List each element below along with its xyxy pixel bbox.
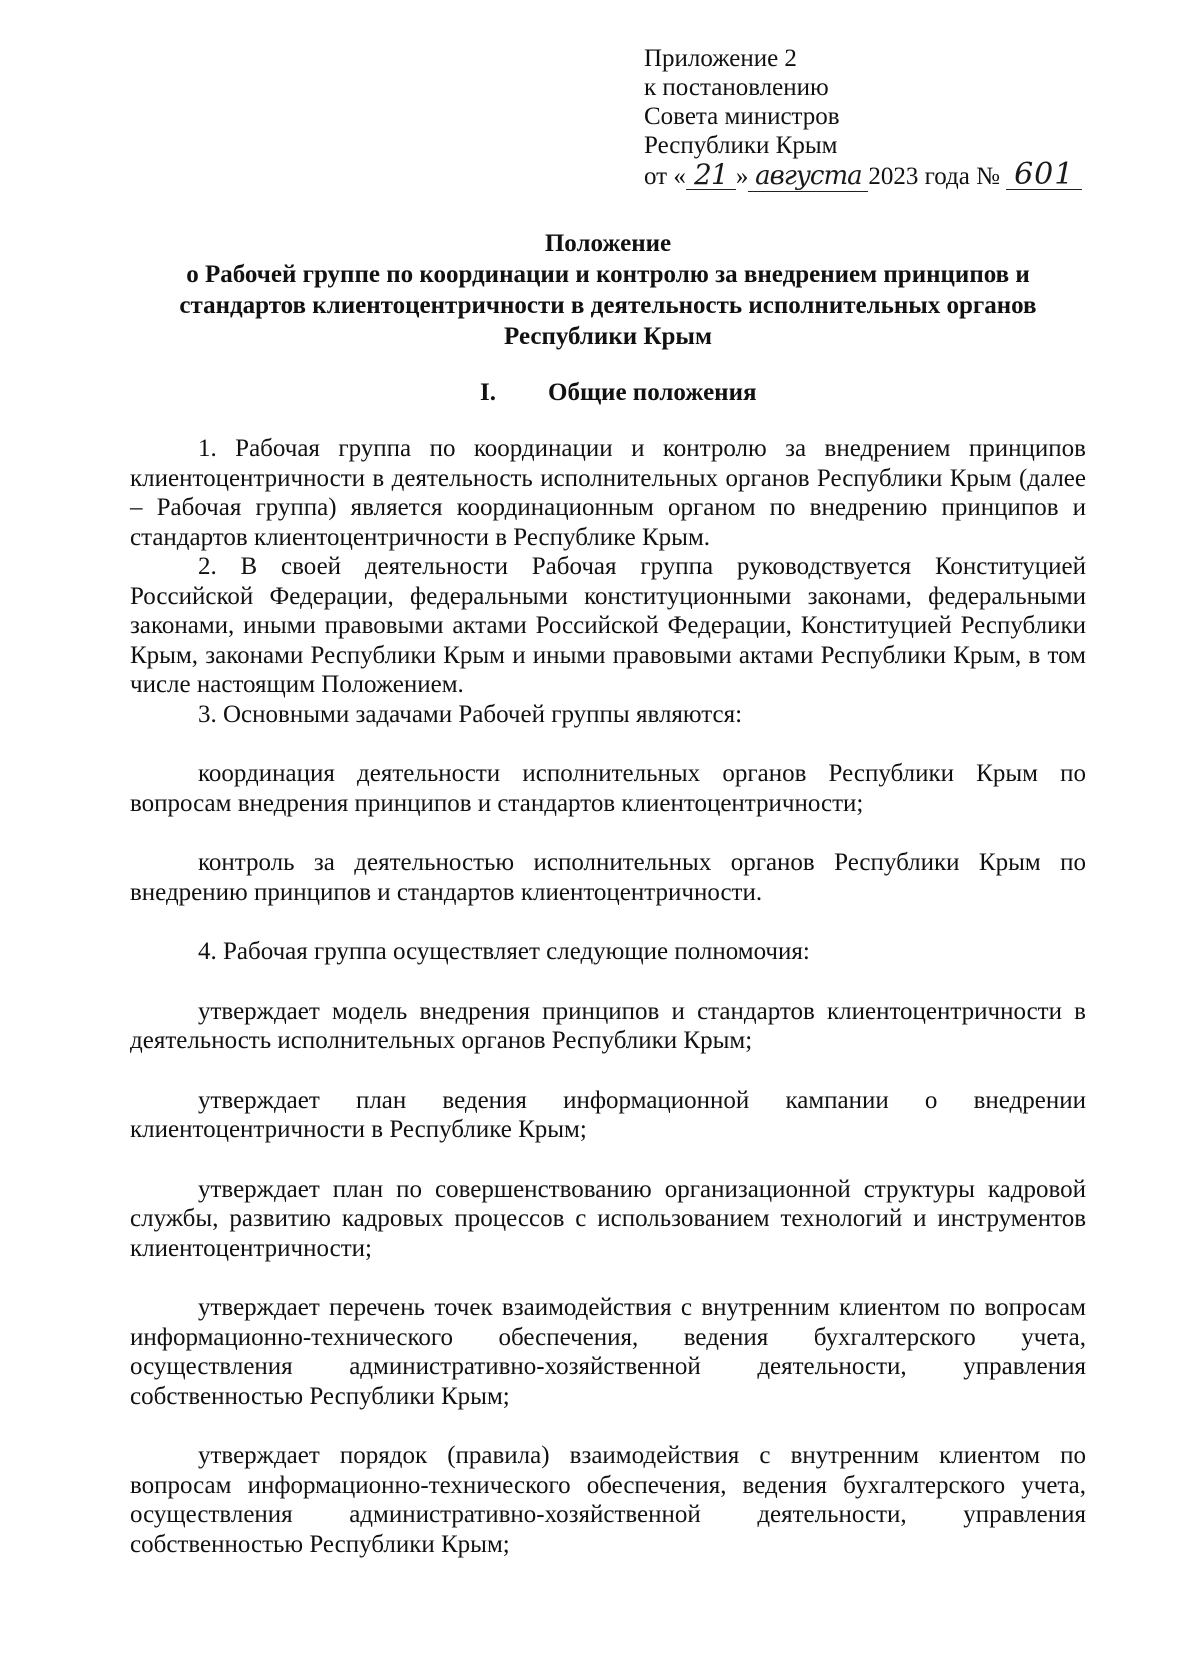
handwritten-doc-number: 601 <box>1006 160 1082 190</box>
appendix-line: Совета министров <box>644 103 840 130</box>
title-line: о Рабочей группе по координации и контролю за внедрением принципов и <box>186 261 1030 288</box>
date-mid: » <box>735 163 749 190</box>
paragraph: координация деятельности исполнительных органов Республики Крым по вопросам внедрения принципов и стандартов клиентоцентричности; <box>130 760 1086 817</box>
section-name: Общие положения <box>548 379 757 406</box>
appendix-date-line <box>644 157 1082 192</box>
paragraph: утверждает порядок (правила) взаимодействия с внутренним клиентом по вопросам информационно-технического обеспечения, ведения бухгалтерского учета, осуществления административно-хозяйственной деятельности, управления собственностью Республики Крым; <box>130 1442 1086 1558</box>
appendix-line: Республики Крым <box>644 132 838 159</box>
paragraph: утверждает модель внедрения принципов и стандартов клиентоцентричности в деятельность исполнительных органов Республики Крым; <box>130 997 1086 1054</box>
appendix-line: к постановлению <box>644 74 829 101</box>
paragraph: утверждает план ведения информационной кампании о внедрении клиентоцентричности в Республике Крым; <box>130 1086 1086 1143</box>
date-year: 2023 года № <box>868 163 1000 190</box>
appendix-block <box>644 44 1082 192</box>
handwritten-month: августа <box>748 162 868 192</box>
paragraph: утверждает перечень точек взаимодействия с внутренним клиентом по вопросам информационно-технического обеспечения, ведения бухгалтерского учета, осуществления административно-хозяйственной деятельности, управления собственностью Республики Крым; <box>130 1294 1086 1410</box>
paragraph: 1. Рабочая группа по координации и контролю за внедрением принципов клиентоцентричности в деятельность исполнительных органов Республики Крым (далее – Рабочая группа) является координационным органом по внедрению принципов и стандартов клиентоцентричности в Республике Крым. <box>130 435 1086 551</box>
section-number: I. <box>480 379 496 406</box>
document-title <box>130 228 1086 352</box>
date-prefix: от « <box>644 163 686 190</box>
document-body <box>130 434 1086 1559</box>
handwritten-day: 21 <box>686 160 736 190</box>
paragraph: 4. Рабочая группа осуществляет следующие полномочия: <box>198 938 810 965</box>
paragraph: 3. Основными задачами Рабочей группы являются: <box>198 700 743 728</box>
appendix-line: Приложение 2 <box>644 45 797 72</box>
paragraph: 2. В своей деятельности Рабочая группа руководствуется Конституцией Российской Федерации, федеральными конституционными законами, федеральными законами, иными правовыми актами Российской Федерации, Конституцией Республики Крым, законами Республики Крым и иными правовыми актами Республики Крым, в том числе настоящим Положением. <box>130 553 1086 698</box>
title-line: Республики Крым <box>504 323 712 350</box>
title-line: стандартов клиентоцентричности в деятельность исполнительных органов <box>179 292 1037 319</box>
paragraph: утверждает план по совершенствованию организационной структуры кадровой службы, развитию кадровых процессов с использованием технологий и инструментов клиентоцентричности; <box>130 1175 1086 1262</box>
title-line: Положение <box>544 230 672 257</box>
paragraph: контроль за деятельностью исполнительных органов Республики Крым по внедрению принципов и стандартов клиентоцентричности. <box>130 849 1086 906</box>
